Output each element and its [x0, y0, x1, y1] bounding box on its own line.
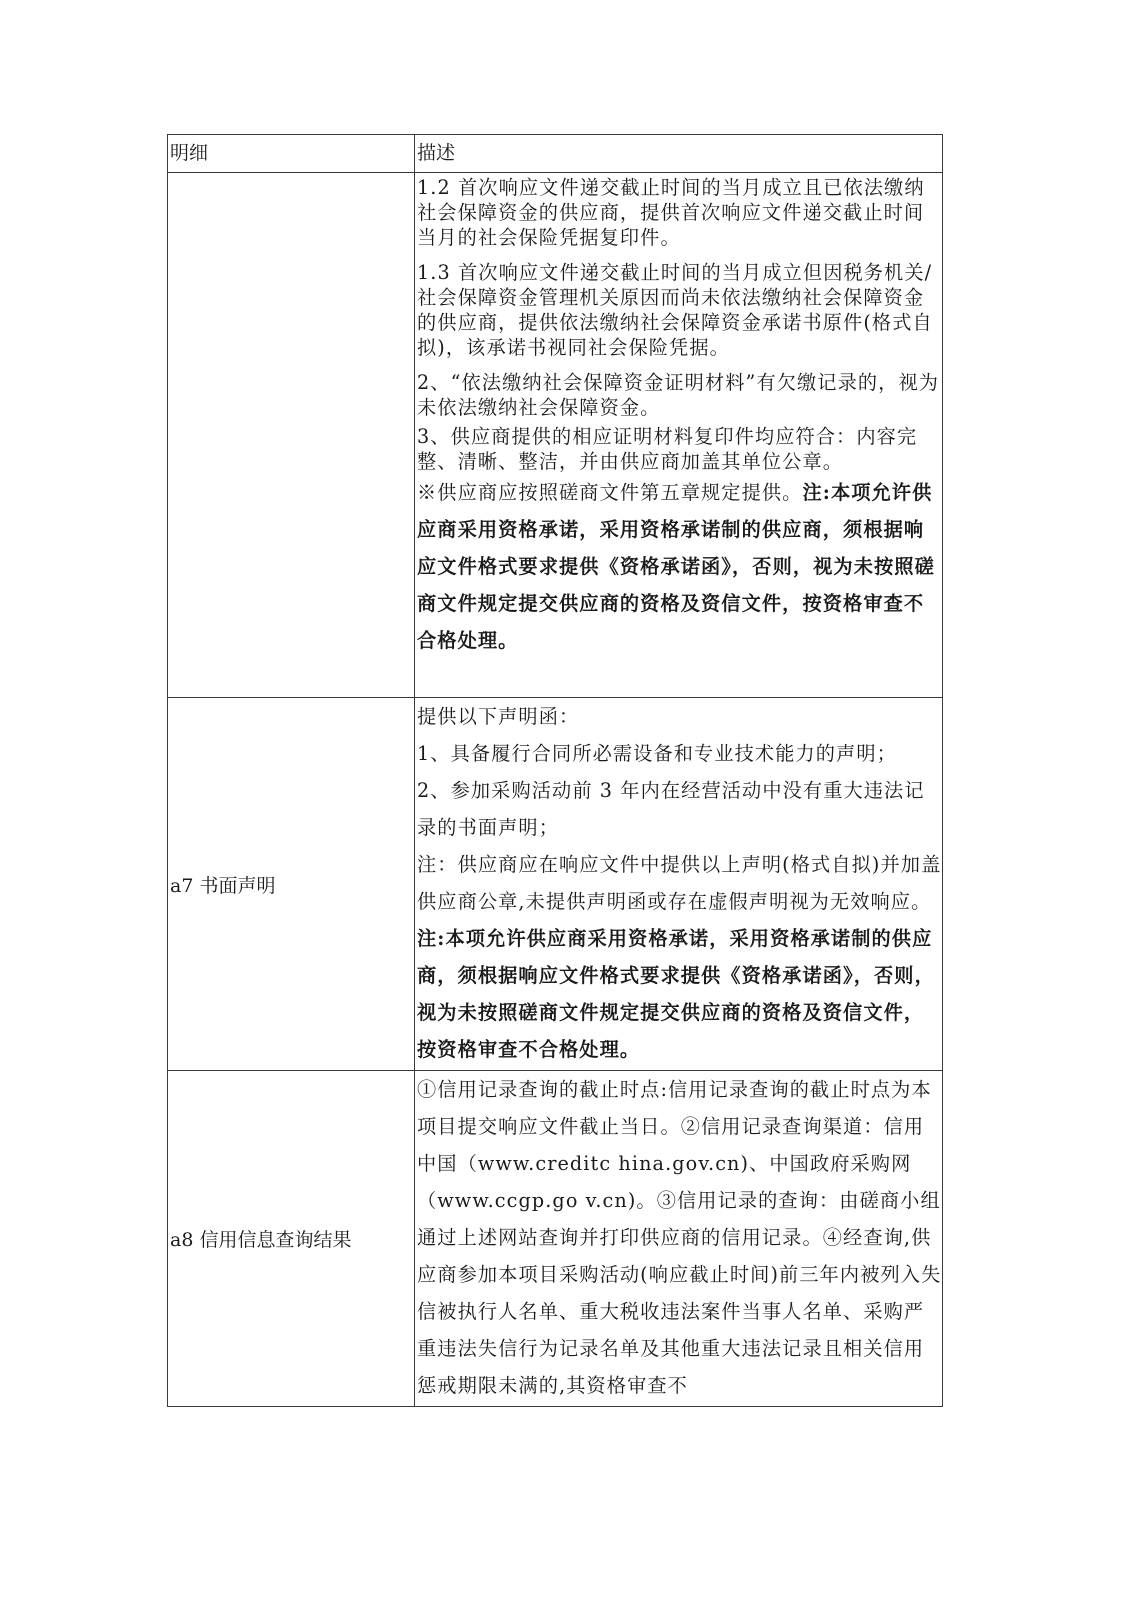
header-detail: 明细 [168, 135, 415, 173]
paragraph: 2、“依法缴纳社会保障资金证明材料”有欠缴记录的，视为未依法缴纳社会保障资金。 [417, 371, 940, 419]
paragraph: 1.3 首次响应文件递交截止时间的当月成立但因税务机关/社会保障资金管理机关原因而尚未依法缴纳社会保障资金的供应商，提供依法缴纳社会保障资金承诺书原件(格式自拟)，该承诺书视同社会保险凭据。 [417, 261, 933, 359]
table-header-row [168, 135, 943, 173]
table-row [168, 1071, 943, 1407]
note-normal: ※供应商应按照磋商文件第五章规定提供。 [417, 481, 803, 504]
row-description [415, 173, 943, 698]
note-normal: 注：供应商应在响应文件中提供以上声明(格式自拟)并加盖供应商公章,未提供声明函或存在虚假声明视为无效响应。 [417, 853, 942, 913]
row-detail: a8 信用信息查询结果 [168, 1071, 415, 1407]
note-bold: 注:本项允许供应商采用资格承诺，采用资格承诺制的供应商，须根据响应文件格式要求提供《资格承诺函》，否则，视为未按照磋商文件规定提交供应商的资格及资信文件，按资格审查不合格处理。 [417, 481, 935, 652]
note-bold: 注:本项允许供应商采用资格承诺，采用资格承诺制的供应商，须根据响应文件格式要求提供《资格承诺函》，否则，视为未按照磋商文件规定提交供应商的资格及资信文件，按资格审查不合格处理。 [417, 927, 935, 1061]
header-description: 描述 [415, 135, 943, 173]
paragraph [417, 846, 942, 1068]
row-description [415, 1071, 943, 1407]
paragraph: 1.2 首次响应文件递交截止时间的当月成立且已依法缴纳社会保障资金的供应商，提供首次响应文件递交截止时间当月的社会保险凭据复印件。 [417, 176, 925, 249]
paragraph: 2、参加采购活动前 3 年内在经营活动中没有重大违法记录的书面声明； [417, 779, 925, 839]
paragraph: 3、供应商提供的相应证明材料复印件均应符合：内容完整、清晰、整洁，并由供应商加盖其单位公章。 [417, 425, 918, 473]
paragraph: ①信用记录查询的截止时点:信用记录查询的截止时点为本项目提交响应文件截止当日。②信用记录查询渠道：信用中国（www.creditc hina.gov.cn)、中国政府采购网（www.ccgp.go v.cn)。③信用记录的查询：由磋商小组通过上述网站查询并打印供应商的信用记录。④经查询,供应商参加本项目采购活动(响应截止时间)前三年内被列入失信被执行人名单、重大税收违法案件当事人名单、采购严重违法失信行为记录名单及其他重大违法记录且相关信用惩戒期限未满的,其资格审查不 [417, 1078, 942, 1397]
row-detail: a7 书面声明 [168, 698, 415, 1071]
paragraph: 1、具备履行合同所必需设备和专业技术能力的声明； [417, 742, 897, 765]
paragraph [417, 474, 942, 659]
table-row [168, 698, 943, 1071]
table-row [168, 173, 943, 698]
paragraph: 提供以下声明函： [417, 705, 580, 728]
row-description [415, 698, 943, 1071]
row-detail [168, 173, 415, 698]
qualification-table [167, 134, 943, 1407]
